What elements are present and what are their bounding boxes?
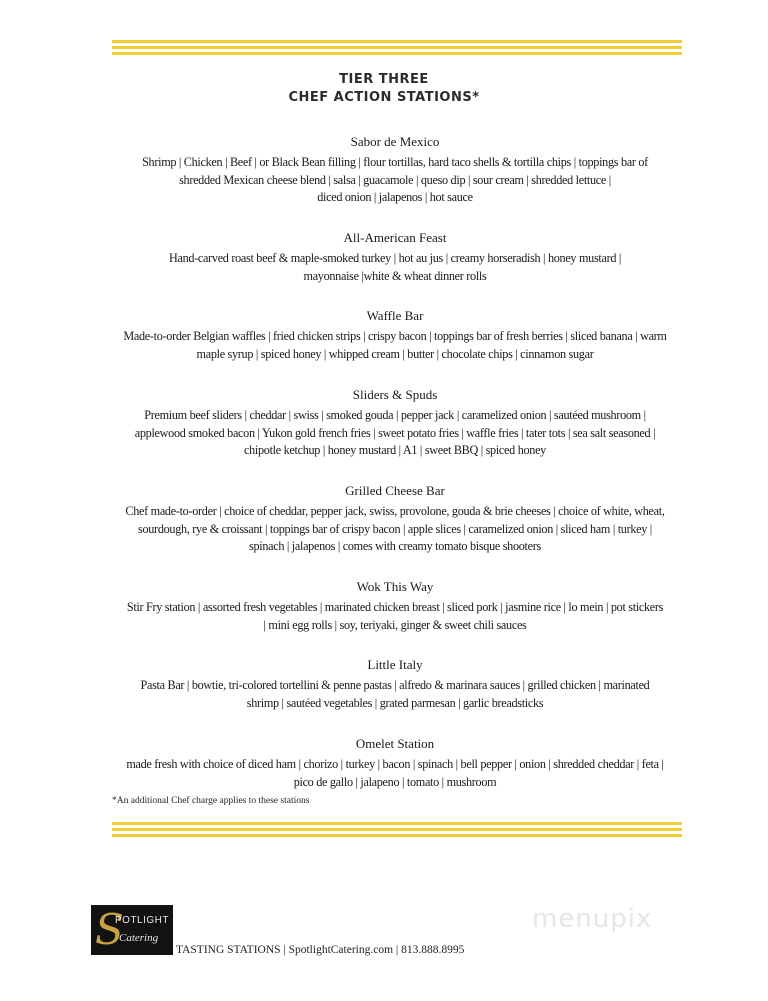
section-line: sourdough, rye & croissant | toppings bar of crispy bacon | apple slices | caramelized onion | sliced ham | turkey | [138, 521, 652, 536]
top-rule [112, 40, 682, 58]
section-title: Omelet Station [355, 736, 435, 751]
section-body [100, 407, 690, 460]
section-line: | mini egg rolls | soy, teriyaki, ginger & sweet chili sauces [263, 617, 527, 632]
section-line: Hand-carved roast beef & maple-smoked turkey | hot au jus | creamy horseradish | honey mustard | [168, 251, 622, 265]
section-sabor-de-mexico [100, 133, 690, 207]
section-title: Sabor de Mexico [350, 134, 440, 149]
logo-word-catering: Catering [119, 932, 159, 944]
section-body [100, 154, 690, 207]
section-line: maple syrup | spiced honey | whipped cream | butter | chocolate chips | cinnamon sugar [196, 346, 594, 361]
section-line: shredded Mexican cheese blend | salsa | guacamole | queso dip | sour cream | shredded lettuce | [179, 172, 611, 187]
section-line: pico de gallo | jalapeno | tomato | mushroom [293, 774, 497, 789]
section-line: chipotle ketchup | honey mustard | A1 | sweet BBQ | spiced honey [244, 443, 546, 457]
section-title: Grilled Cheese Bar [345, 483, 445, 498]
section-line: shrimp | sautéed vegetables | grated parmesan | garlic breadsticks [246, 695, 544, 710]
section-line: made fresh with choice of diced ham | chorizo | turkey | bacon | spinach | bell pepper | onion | shredded cheddar | feta | [126, 757, 664, 771]
footer-contact: TASTING STATIONS | SpotlightCatering.com | 813.888.8995 [176, 944, 465, 956]
section-omelet-station [100, 735, 690, 791]
logo-mark: S [95, 905, 124, 954]
spotlight-catering-logo [91, 905, 173, 955]
section-line: diced onion | jalapenos | hot sauce [317, 190, 473, 204]
section-body [100, 328, 690, 363]
section-body [100, 599, 690, 634]
section-line: mayonnaise |white & wheat dinner rolls [303, 268, 487, 283]
section-title: Sliders & Spuds [352, 387, 438, 402]
section-line: Shrimp | Chicken | Beef | or Black Bean filling | flour tortillas, hard taco shells & tortilla chips | toppings bar of [142, 155, 648, 169]
section-line: applewood smoked bacon | Yukon gold french fries | sweet potato fries | waffle fries | tater tots | sea salt seasoned | [134, 425, 656, 440]
section-title: Waffle Bar [366, 308, 424, 323]
section-line: spinach | jalapenos | comes with creamy tomato bisque shooters [249, 539, 541, 553]
logo-word-spotlight: POTLIGHT [115, 915, 170, 926]
section-line: Pasta Bar | bowtie, tri-colored tortellini & penne pastas | alfredo & marinara sauces | grilled chicken | marinated [140, 678, 650, 692]
watermark: menupix [532, 904, 653, 934]
section-body [100, 677, 690, 712]
section-sliders-spuds [100, 386, 690, 460]
section-waffle-bar [100, 307, 690, 363]
tier-heading: TIER THREE [339, 72, 429, 87]
section-little-italy [100, 656, 690, 712]
section-line: Premium beef sliders | cheddar | swiss | smoked gouda | pepper jack | caramelized onion | sautéed mushroom | [144, 408, 646, 422]
section-grilled-cheese-bar [100, 482, 690, 556]
section-wok-this-way [100, 578, 690, 634]
section-line: Chef made-to-order | choice of cheddar, pepper jack, swiss, provolone, gouda & brie cheeses | choice of white, wheat, [125, 504, 665, 518]
section-line: Made-to-order Belgian waffles | fried chicken strips | crispy bacon | toppings bar of fresh berries | sliced banana | warm [123, 329, 667, 343]
section-body [100, 503, 690, 556]
footnote: *An additional Chef charge applies to these stations [112, 796, 310, 806]
section-title: Little Italy [367, 657, 423, 672]
section-all-american-feast [100, 229, 690, 285]
section-title: Wok This Way [356, 579, 434, 594]
section-title: All-American Feast [343, 230, 447, 245]
bottom-rule [112, 822, 682, 840]
section-line: Stir Fry station | assorted fresh vegetables | marinated chicken breast | sliced pork | jasmine rice | lo mein | pot stickers [126, 600, 664, 614]
section-body [100, 250, 690, 285]
page-title: CHEF ACTION STATIONS* [288, 90, 480, 105]
section-body [100, 756, 690, 791]
